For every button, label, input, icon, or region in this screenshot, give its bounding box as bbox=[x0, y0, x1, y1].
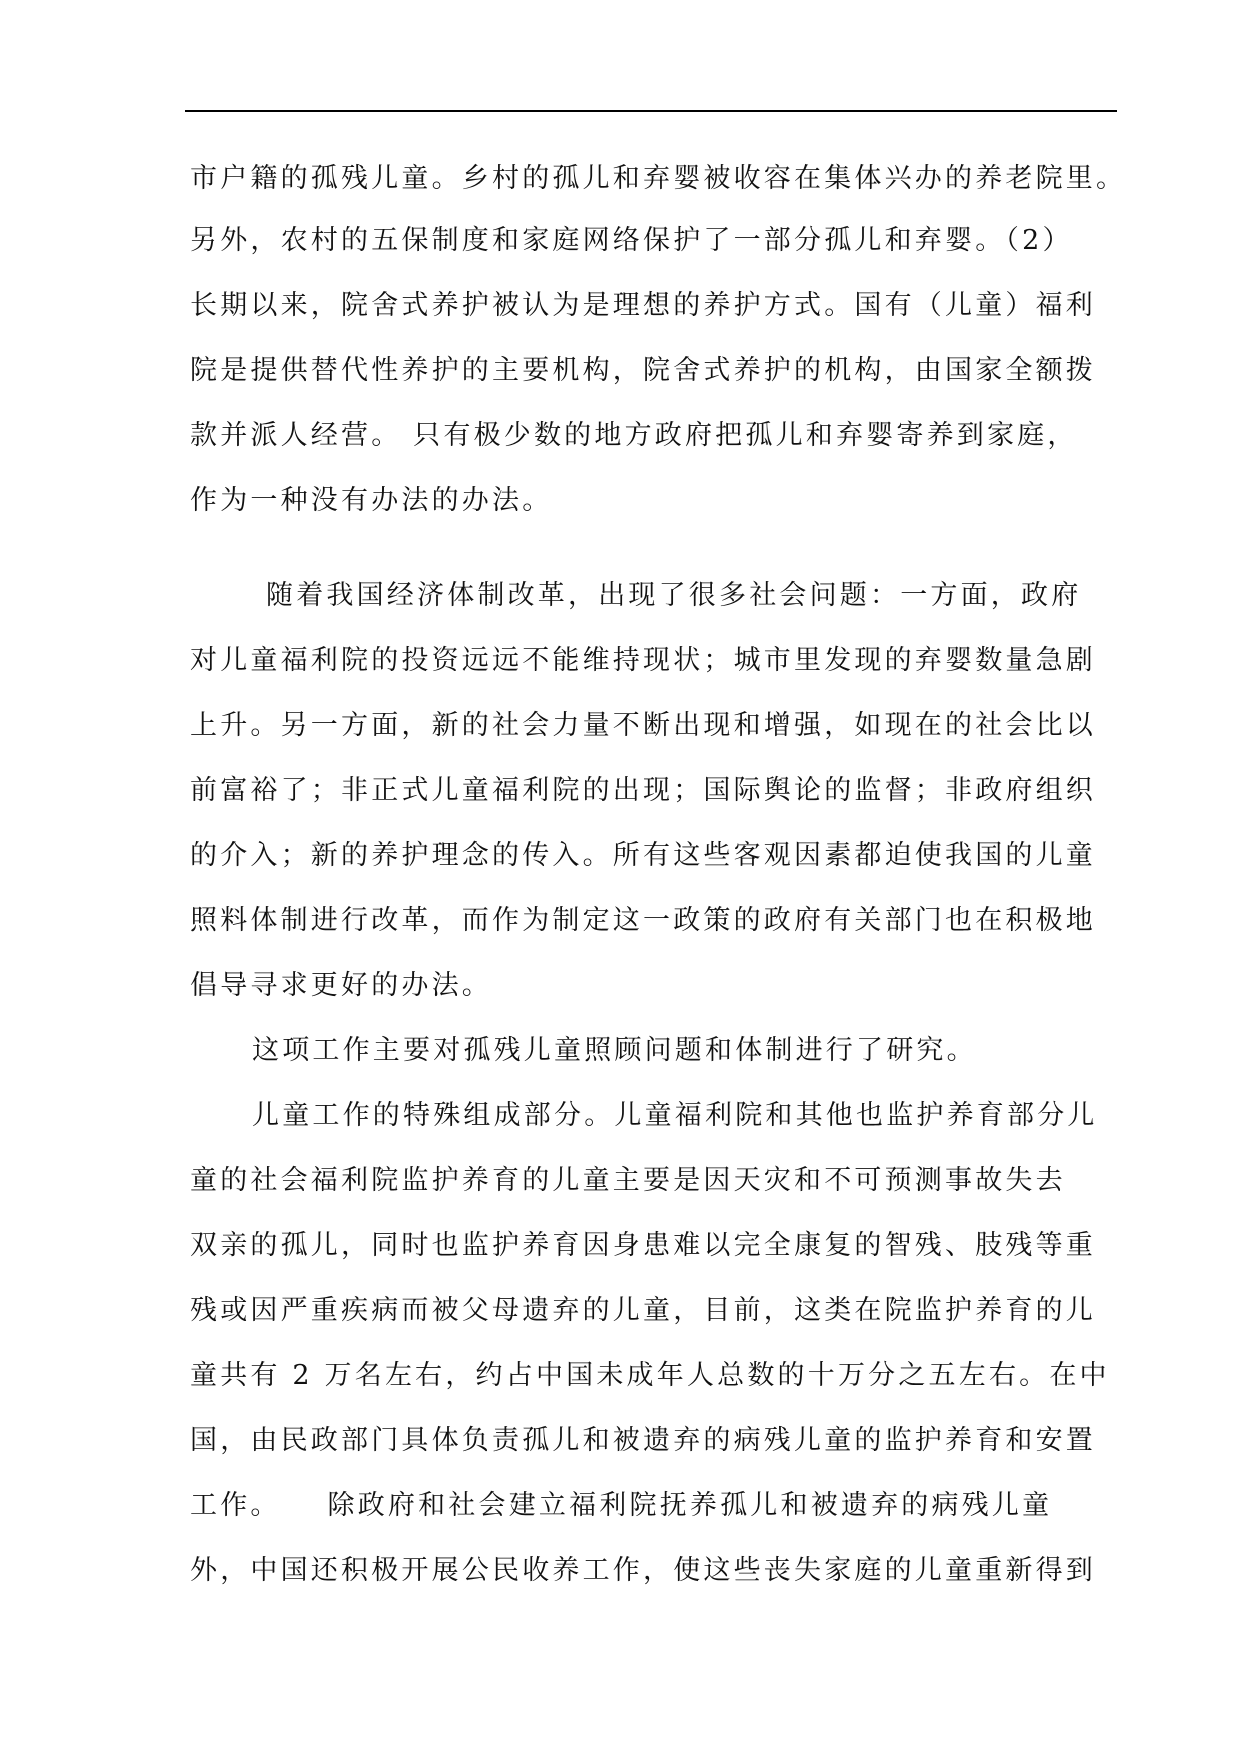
text-line: 国，由民政部门具体负责孤儿和被遗弃的病残儿童的监护养育和安置 bbox=[190, 1425, 1096, 1456]
text-line: 童的社会福利院监护养育的儿童主要是因天灾和不可预测事故失去 bbox=[190, 1165, 1066, 1196]
text-line: 随着我国经济体制改革，出现了很多社会问题：一方面，政府 bbox=[266, 580, 1082, 611]
text-line: 款并派人经营。 只有极少数的地方政府把孤儿和弃婴寄养到家庭， bbox=[190, 420, 1078, 451]
text-line: 工作。 除政府和社会建立福利院抚养孤儿和被遗弃的病残儿童 bbox=[190, 1490, 1053, 1521]
text-line: 这项工作主要对孤残儿童照顾问题和体制进行了研究。 bbox=[252, 1035, 977, 1066]
text-line: 市户籍的孤残儿童。乡村的孤儿和弃婴被收容在集体兴办的养老院里。 bbox=[190, 163, 1127, 194]
text-line: 前富裕了；非正式儿童福利院的出现；国际舆论的监督；非政府组织 bbox=[190, 775, 1096, 806]
text-line: 残或因严重疾病而被父母遗弃的儿童，目前，这类在院监护养育的儿 bbox=[190, 1295, 1096, 1326]
text-line: 倡导寻求更好的办法。 bbox=[190, 970, 492, 1001]
header-rule bbox=[185, 110, 1117, 112]
text-line: 上升。另一方面，新的社会力量不断出现和增强，如现在的社会比以 bbox=[190, 710, 1096, 741]
text-line: 院是提供替代性养护的主要机构，院舍式养护的机构，由国家全额拨 bbox=[190, 355, 1096, 386]
text-line: 儿童工作的特殊组成部分。儿童福利院和其他也监护养育部分儿 bbox=[252, 1100, 1098, 1131]
text-line: 照料体制进行改革，而作为制定这一政策的政府有关部门也在积极地 bbox=[190, 905, 1096, 936]
text-line: 的介入；新的养护理念的传入。所有这些客观因素都迫使我国的儿童 bbox=[190, 840, 1096, 871]
text-line: 作为一种没有办法的办法。 bbox=[190, 485, 553, 516]
text-line: 童共有 2 万名左右，约占中国未成年人总数的十万分之五左右。在中 bbox=[190, 1360, 1110, 1391]
text-line: 长期以来，院舍式养护被认为是理想的养护方式。国有（儿童）福利 bbox=[190, 290, 1096, 321]
text-line: 双亲的孤儿，同时也监护养育因身患难以完全康复的智残、肢残等重 bbox=[190, 1230, 1096, 1261]
text-line: 另外，农村的五保制度和家庭网络保护了一部分孤儿和弃婴。（2） bbox=[190, 225, 1073, 256]
text-line: 外，中国还积极开展公民收养工作，使这些丧失家庭的儿童重新得到 bbox=[190, 1555, 1096, 1586]
text-line: 对儿童福利院的投资远远不能维持现状；城市里发现的弃婴数量急剧 bbox=[190, 645, 1096, 676]
